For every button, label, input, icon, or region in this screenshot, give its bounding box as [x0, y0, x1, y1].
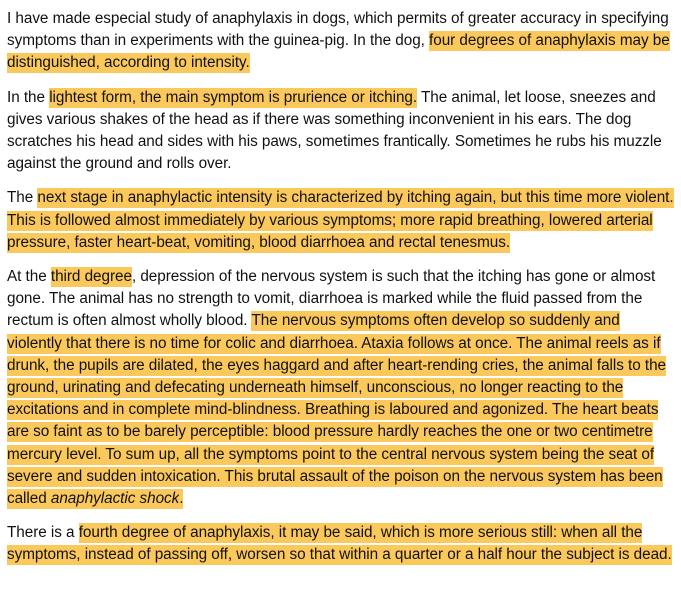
paragraph [7, 8, 675, 75]
highlighted-text: four degrees of anaphylaxis may be distinguished, according to intensity. [7, 32, 670, 72]
highlighted-text: . [179, 490, 184, 508]
document-body [7, 8, 675, 579]
paragraph [7, 522, 675, 566]
body-text: The [7, 189, 38, 207]
paragraph [7, 87, 675, 176]
highlighted-text: The nervous symptoms often develop so suddenly and violently that there is no time for colic and diarrhoea. Ataxia follows at once. The animal reels as if drunk, the pupils are dilated, the eyes haggard and after heart-rending cries, the animal falls to the ground, urinating and defecating underneath himself, unconscious, no longer reacting to the excitations and in complete mind-blindness. Breathing is laboured and agonized. The heart beats are so faint as to be barely perceptible: blood pressure hardly reaches the one or two centimetre mercury level. To sum up, all the symptoms point to the central nervous system being the seat of severe and sudden intoxication. This brutal assault of the poison on the nervous system has been called [7, 312, 667, 508]
body-text: In the [7, 88, 50, 106]
paragraph [7, 187, 675, 254]
highlighted-text: fourth degree of anaphylaxis, it may be said, which is more serious still: when all the symptoms, instead of passing off, worsen so that within a quarter or a half hour the subject is dead. [7, 524, 672, 564]
body-text: There is a [7, 524, 79, 542]
body-text: The animal, let loose, sneezes and gives various shakes of the head as if there was something inconvenient in his ears. The dog scratches his head and sides with his paws, sometimes frantically. Sometimes he rubs his muzzle against the ground and rolls over. [7, 88, 662, 173]
body-text: , depression of the nervous system is such that the itching has gone or almost gone. The animal has no strength to vomit, diarrhoea is marked while the fluid passed from the rectum is often almost wholly blood. [7, 268, 656, 330]
highlighted-text: anaphylactic shock [50, 490, 180, 508]
highlighted-text: lightest form, the main symptom is prurience or itching. [49, 88, 418, 106]
paragraph [7, 266, 675, 510]
highlighted-text: next stage in anaphylactic intensity is characterized by itching again, but this time more violent. This is followed almost immediately by various symptoms; more rapid breathing, lowered arterial pressure, faster heart-beat, vomiting, blood diarrhoea and rectal tenesmus. [7, 189, 674, 251]
body-text: At the [7, 268, 51, 286]
body-text: I have made especial study of anaphylaxis in dogs, which permits of greater accuracy in specifying symptoms than in experiments with the guinea-pig. In the dog, [7, 10, 669, 50]
highlighted-text: third degree [50, 268, 132, 286]
